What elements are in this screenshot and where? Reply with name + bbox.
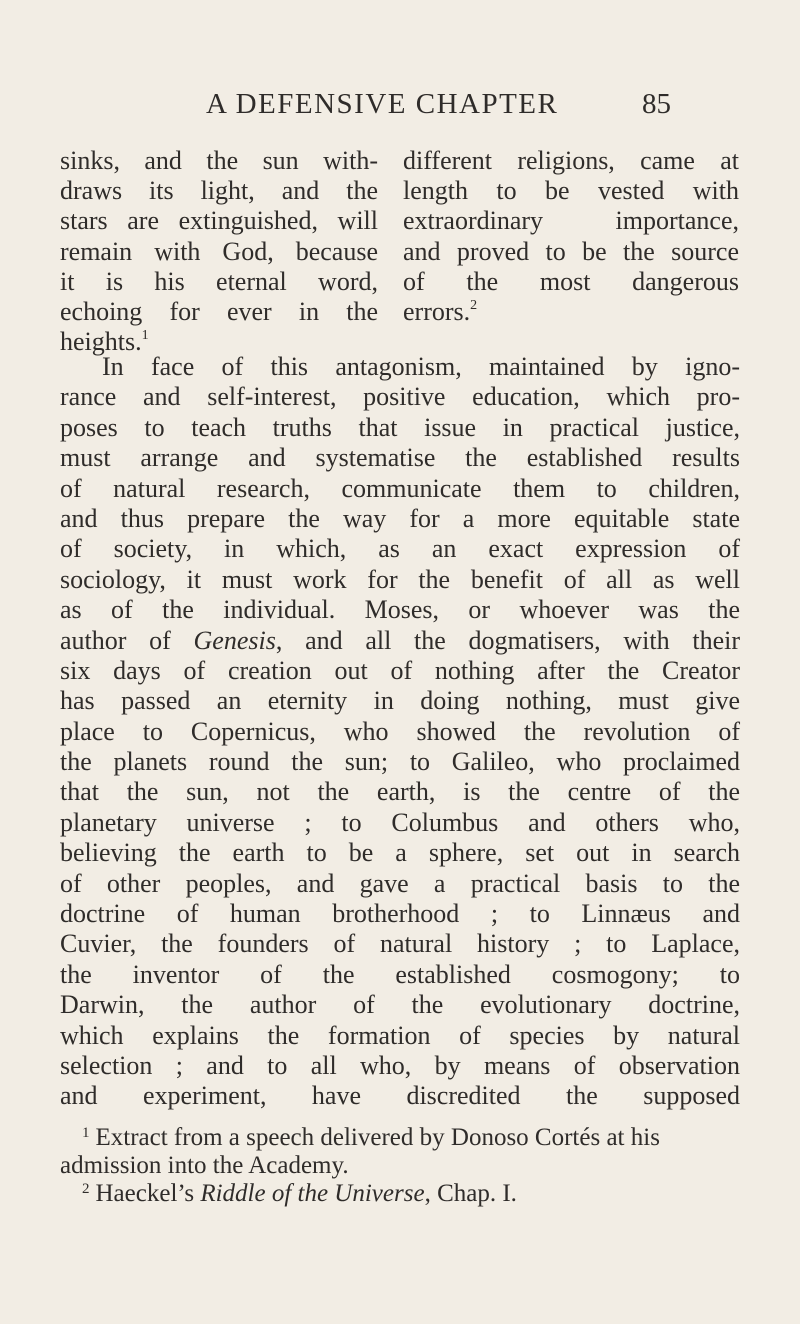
italic-title: Riddle of the Universe xyxy=(200,1180,425,1207)
text-line: as of the individual. Moses, or whoever was the xyxy=(60,595,740,625)
text-line: selection ; and to all who, by means of observation xyxy=(60,1050,740,1080)
text-line: that the sun, not the earth, is the centre of the xyxy=(60,777,740,807)
text-line: of other peoples, and gave a practical basis to the xyxy=(60,868,740,898)
text-line: stars are extinguished, will xyxy=(60,206,378,236)
footnote-1: $^1$ Extract from a speech delivered by Donoso Cortés at his xyxy=(82,1124,660,1151)
text-line: of the most dangerous xyxy=(403,266,739,296)
text-line: sociology, it must work for the benefit of all as well xyxy=(60,564,740,594)
running-title: A DEFENSIVE CHAPTER xyxy=(206,88,559,120)
text-line: In face of this antagonism, maintained by igno- xyxy=(102,352,740,381)
text-line: and experiment, have discredited the supposed xyxy=(60,1081,740,1111)
page-number: 85 xyxy=(642,88,671,120)
text-line: the planets round the sun; to Galileo, who proclaimed xyxy=(60,747,740,777)
footnote-ref: 1 xyxy=(141,328,149,344)
text-line: draws its light, and the xyxy=(60,176,378,206)
text-line: must arrange and systematise the established results xyxy=(60,443,740,473)
text-line: of society, in which, as an exact expression of xyxy=(60,534,740,564)
text-line: Darwin, the author of the evolutionary doctrine, xyxy=(60,990,740,1020)
running-header xyxy=(0,88,800,128)
text-line: has passed an eternity in doing nothing, must give xyxy=(60,686,740,716)
footnote-2: $^2$ Haeckel’s Riddle of the Universe, Chap. I. xyxy=(82,1180,517,1207)
left-column xyxy=(60,146,378,357)
footnote-ref: 2 xyxy=(470,297,478,313)
text-line: place to Copernicus, who showed the revolution of xyxy=(60,716,740,746)
footnote-mark: 2 xyxy=(82,1181,90,1197)
text-line: planetary universe ; to Columbus and others who, xyxy=(60,807,740,837)
text-line: doctrine of human brotherhood ; to Linnæus and xyxy=(60,899,740,929)
text-line: believing the earth to be a sphere, set out in search xyxy=(60,838,740,868)
footnotes xyxy=(60,1124,740,1208)
text-line: and thus prepare the way for a more equitable state xyxy=(60,503,740,533)
text-line-last: errors.$^2$ xyxy=(403,296,478,326)
text-line: of natural research, communicate them to children, xyxy=(60,473,740,503)
text-line: Cuvier, the founders of natural history ; to Laplace, xyxy=(60,929,740,959)
footnote-1-continued: admission into the Academy. xyxy=(60,1152,349,1179)
main-paragraph xyxy=(60,352,740,1112)
text-line: extraordinary importance, xyxy=(403,206,739,236)
text-line: rance and self-interest, positive education, which pro- xyxy=(60,382,740,412)
text-line: the inventor of the established cosmogony; to xyxy=(60,959,740,989)
text-line: it is his eternal word, xyxy=(60,266,378,296)
text-line: echoing for ever in the xyxy=(60,296,378,326)
text-line: remain with God, because xyxy=(60,236,378,266)
right-column xyxy=(403,146,739,327)
text-line: author of Genesis, and all the dogmatisers, with their xyxy=(60,625,740,655)
text-line: six days of creation out of nothing after the Creator xyxy=(60,655,740,685)
italic-title: Genesis xyxy=(193,625,276,655)
footnote-mark: 1 xyxy=(82,1125,90,1141)
text-line: which explains the formation of species by natural xyxy=(60,1020,740,1050)
text-line: and proved to be the source xyxy=(403,236,739,266)
text-line-last: heights.$^1$ xyxy=(60,327,149,357)
text-line: length to be vested with xyxy=(403,176,739,206)
text-line: poses to teach truths that issue in practical justice, xyxy=(60,412,740,442)
text-line: sinks, and the sun with- xyxy=(60,146,378,175)
text-line: different religions, came at xyxy=(403,146,739,175)
